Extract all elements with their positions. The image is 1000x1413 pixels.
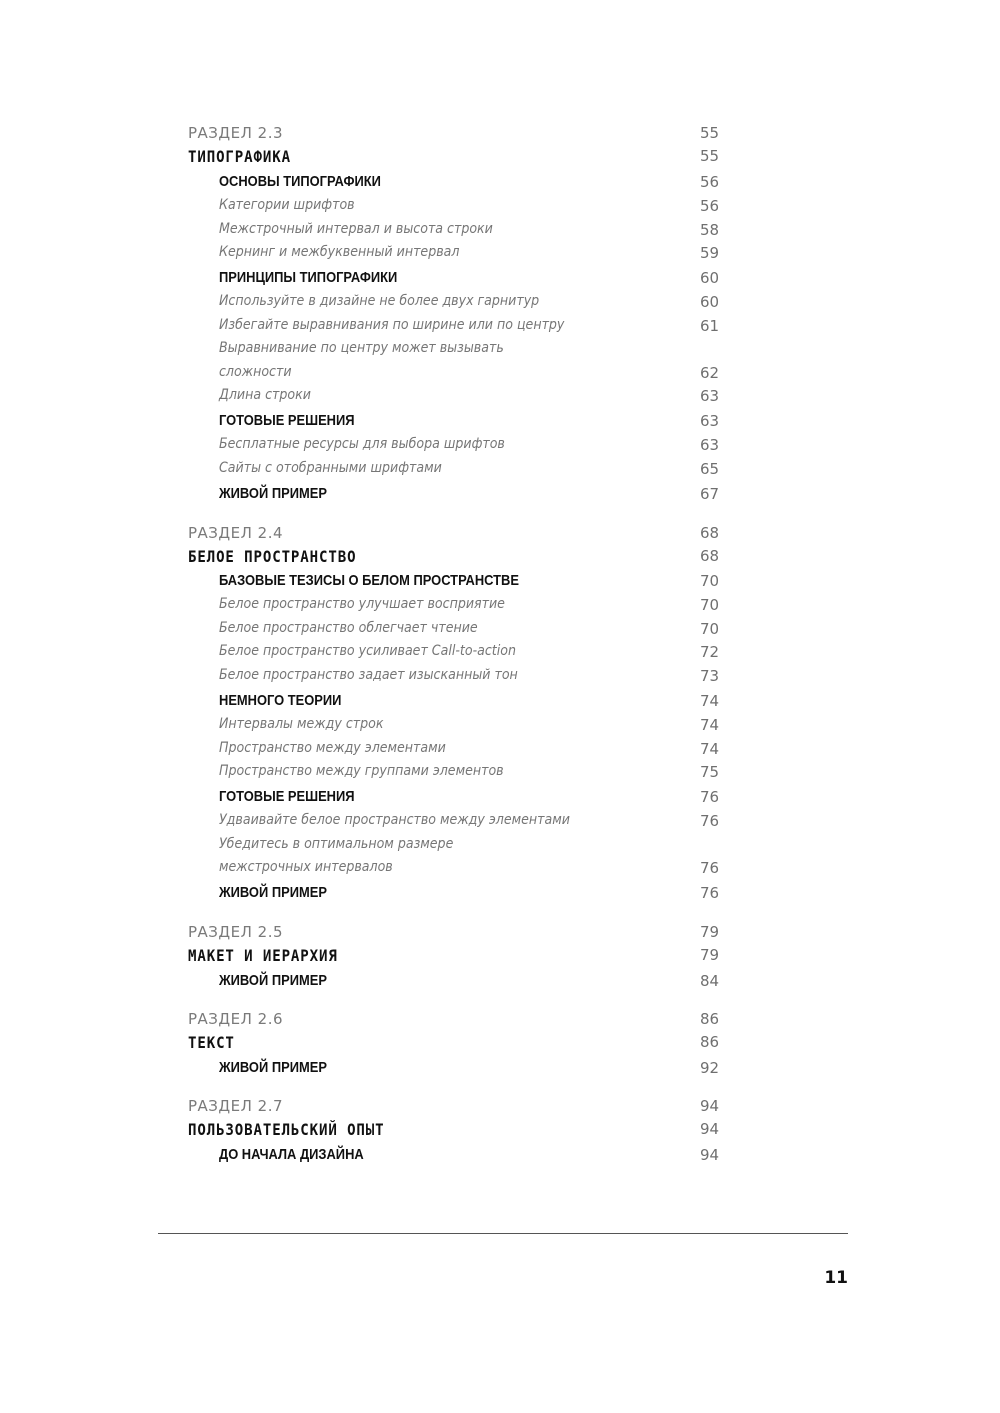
toc-entry-title: ЖИВОЙ ПРИМЕР [219, 1059, 327, 1076]
toc-entry-page: 94 [700, 1120, 720, 1138]
toc-entry-title: Избегайте выравнивания по ширине или по центру [219, 317, 565, 333]
toc-item-row [188, 436, 728, 460]
toc-entry-title: БАЗОВЫЕ ТЕЗИСЫ О БЕЛОМ ПРОСТРАНСТВЕ [219, 572, 519, 589]
toc-entry-page: 56 [700, 197, 720, 215]
toc-entry-title: ТЕКСТ [188, 1033, 235, 1052]
toc-entry-title: Удваивайте белое пространство между элементами [219, 812, 570, 828]
toc-entry-title: РАЗДЕЛ 2.6 [188, 1010, 284, 1028]
toc-entry-title: НЕМНОГО ТЕОРИИ [219, 692, 342, 709]
toc-entry-title: межстрочных интервалов [219, 859, 393, 875]
toc-label-row [188, 124, 728, 148]
toc-entry-page: 74 [700, 716, 720, 734]
toc-entry-title: Длина строки [219, 387, 311, 403]
toc-item-row [188, 221, 728, 245]
toc-sub-row [188, 269, 728, 293]
toc-item-row [188, 340, 728, 364]
toc-entry-title: МАКЕТ И ИЕРАРХИЯ [188, 946, 338, 965]
toc-entry-title: Белое пространство улучшает восприятие [219, 596, 505, 612]
toc-entry-page: 76 [700, 812, 720, 830]
toc-entry-title: РАЗДЕЛ 2.4 [188, 524, 284, 542]
toc-entry-page: 55 [700, 124, 720, 142]
toc-entry-page: 59 [700, 244, 720, 262]
toc-section-row [188, 1120, 728, 1144]
toc-entry-page: 76 [700, 884, 720, 902]
toc-item-row [188, 197, 728, 221]
toc-entry-page: 92 [700, 1059, 720, 1077]
toc-entry-title: сложности [219, 364, 292, 380]
toc-entry-page: 61 [700, 317, 720, 335]
toc-entry-page: 74 [700, 740, 720, 758]
toc-item-row [188, 763, 728, 787]
toc-entry-page: 74 [700, 692, 720, 710]
toc-entry-page: 79 [700, 923, 720, 941]
toc-item-row [188, 244, 728, 268]
toc-entry-page: 60 [700, 269, 720, 287]
toc-section-row [188, 946, 728, 970]
toc-sub-row [188, 572, 728, 596]
toc-entry-page: 58 [700, 221, 720, 239]
toc-item-row [188, 620, 728, 644]
toc-entry-title: Межстрочный интервал и высота строки [219, 221, 493, 237]
toc-label-row [188, 923, 728, 947]
toc-entry-title: РАЗДЕЛ 2.3 [188, 124, 284, 142]
toc-entry-title: Белое пространство задает изысканный тон [219, 667, 518, 683]
toc-sub-row [188, 485, 728, 509]
toc-sub-row [188, 1146, 728, 1170]
toc-label-row [188, 1097, 728, 1121]
toc-label-row [188, 1010, 728, 1034]
toc-entry-title: РАЗДЕЛ 2.5 [188, 923, 284, 941]
toc-entry-page: 70 [700, 596, 720, 614]
toc-label-row [188, 524, 728, 548]
toc-sub-row [188, 972, 728, 996]
toc-entry-page: 63 [700, 436, 720, 454]
toc-sub-row [188, 412, 728, 436]
toc-entry-title: Кернинг и межбуквенный интервал [219, 244, 460, 260]
toc-entry-page: 70 [700, 620, 720, 638]
toc-item-row [188, 859, 728, 883]
toc-entry-title: ДО НАЧАЛА ДИЗАЙНА [219, 1146, 364, 1163]
toc-item-row [188, 716, 728, 740]
footer-rule [158, 1233, 848, 1234]
toc-entry-page: 60 [700, 293, 720, 311]
toc-entry-page: 55 [700, 147, 720, 165]
toc-entry-title: РАЗДЕЛ 2.7 [188, 1097, 284, 1115]
toc-item-row [188, 460, 728, 484]
toc-entry-page: 79 [700, 946, 720, 964]
toc-entry-title: ПРИНЦИПЫ ТИПОГРАФИКИ [219, 269, 398, 286]
toc-entry-title: БЕЛОЕ ПРОСТРАНСТВО [188, 547, 357, 566]
toc-item-row [188, 293, 728, 317]
toc-item-row [188, 387, 728, 411]
toc-item-row [188, 317, 728, 341]
toc-entry-page: 86 [700, 1033, 720, 1051]
toc-entry-page: 75 [700, 763, 720, 781]
toc-entry-page: 62 [700, 364, 720, 382]
toc-entry-page: 73 [700, 667, 720, 685]
toc-item-row [188, 667, 728, 691]
toc-entry-page: 72 [700, 643, 720, 661]
toc-entry-title: Выравнивание по центру может вызывать [219, 340, 504, 356]
toc-entry-title: Интервалы между строк [219, 716, 384, 732]
toc-entry-page: 86 [700, 1010, 720, 1028]
toc-sub-row [188, 692, 728, 716]
toc-entry-title: ЖИВОЙ ПРИМЕР [219, 485, 327, 502]
toc-entry-title: Сайты с отобранными шрифтами [219, 460, 442, 476]
toc-entry-page: 65 [700, 460, 720, 478]
toc-item-row [188, 643, 728, 667]
toc-entry-page: 76 [700, 788, 720, 806]
toc-entry-page: 68 [700, 547, 720, 565]
toc-sub-row [188, 884, 728, 908]
page-number: 11 [824, 1268, 848, 1288]
toc-entry-page: 67 [700, 485, 720, 503]
toc-entry-title: Категории шрифтов [219, 197, 355, 213]
toc-entry-title: Убедитесь в оптимальном размере [219, 836, 454, 852]
toc-item-row [188, 740, 728, 764]
toc-entry-title: Белое пространство усиливает Call-to-action [219, 643, 516, 659]
toc-entry-title: ОСНОВЫ ТИПОГРАФИКИ [219, 173, 381, 190]
toc-section-row [188, 547, 728, 571]
toc-entry-page: 68 [700, 524, 720, 542]
toc-item-row [188, 812, 728, 836]
toc-entry-page: 94 [700, 1097, 720, 1115]
toc-item-row [188, 596, 728, 620]
toc-entry-title: ЖИВОЙ ПРИМЕР [219, 884, 327, 901]
toc-entry-page: 94 [700, 1146, 720, 1164]
toc-entry-title: Используйте в дизайне не более двух гарнитур [219, 293, 540, 309]
toc-entry-title: ТИПОГРАФИКА [188, 147, 291, 166]
toc-entry-title: ГОТОВЫЕ РЕШЕНИЯ [219, 788, 355, 805]
toc-item-row [188, 836, 728, 860]
toc-entry-page: 84 [700, 972, 720, 990]
toc-entry-title: Бесплатные ресурсы для выбора шрифтов [219, 436, 505, 452]
toc-entry-page: 70 [700, 572, 720, 590]
toc-entry-page: 63 [700, 387, 720, 405]
toc-entry-title: ПОЛЬЗОВАТЕЛЬСКИЙ ОПЫТ [188, 1120, 385, 1139]
toc-section-row [188, 147, 728, 171]
toc-entry-title: Белое пространство облегчает чтение [219, 620, 478, 636]
toc-entry-page: 63 [700, 412, 720, 430]
toc-entry-title: ГОТОВЫЕ РЕШЕНИЯ [219, 412, 355, 429]
toc-section-row [188, 1033, 728, 1057]
toc-entry-title: Пространство между группами элементов [219, 763, 504, 779]
toc-item-row [188, 364, 728, 388]
toc-entry-page: 56 [700, 173, 720, 191]
toc-sub-row [188, 788, 728, 812]
toc-sub-row [188, 173, 728, 197]
toc-sub-row [188, 1059, 728, 1083]
toc-entry-page: 76 [700, 859, 720, 877]
toc-entry-title: ЖИВОЙ ПРИМЕР [219, 972, 327, 989]
toc-entry-title: Пространство между элементами [219, 740, 446, 756]
